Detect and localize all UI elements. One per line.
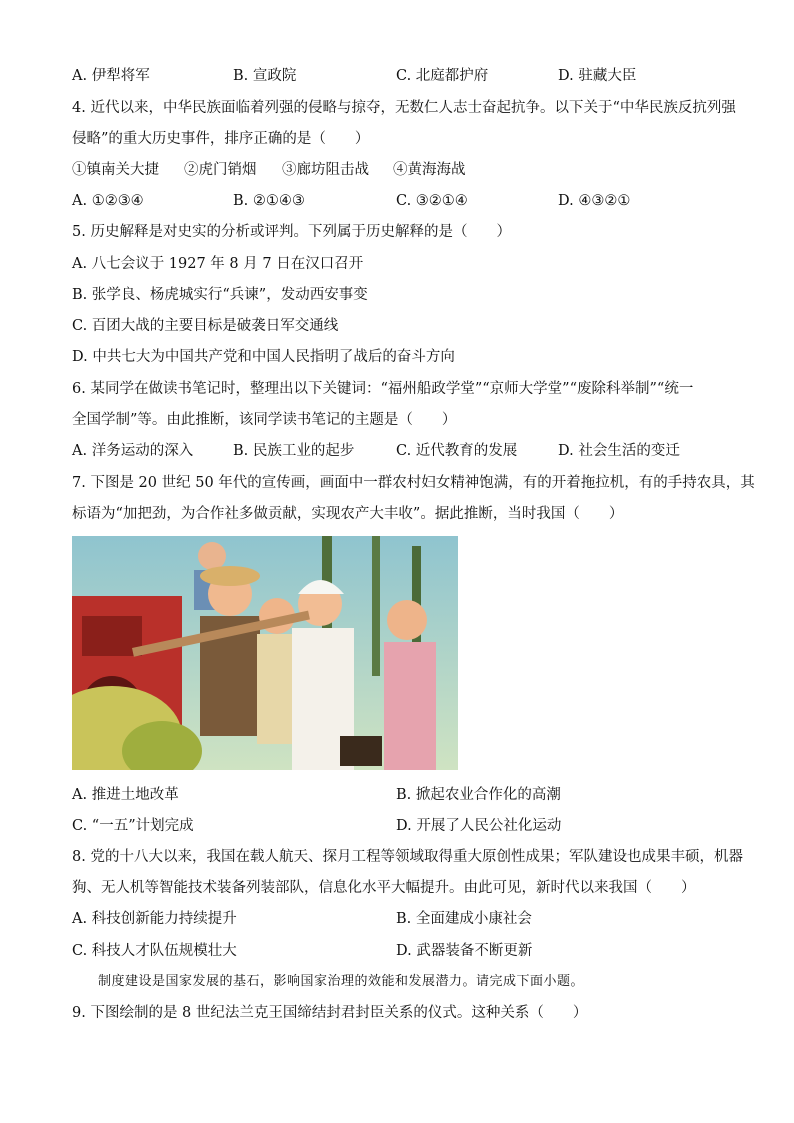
q5-option-c: C. 百团大战的主要目标是破袭日军交通线 (72, 318, 339, 334)
q4-stem-line2: 侵略”的重大历史事件，排序正确的是（ ） (72, 131, 370, 147)
q6-option-c: C. 近代教育的发展 (396, 443, 518, 459)
q6-option-a: A. 洋务运动的深入 (72, 443, 194, 459)
q6-option-d: D. 社会生活的变迁 (558, 443, 680, 459)
q4-item-1: ①镇南关大捷 (72, 162, 159, 178)
q5-option-b: B. 张学良、杨虎城实行“兵谏”，发动西安事变 (72, 287, 368, 303)
q3-option-a: A. 伊犁将军 (72, 68, 150, 84)
q7-stem-line2: 标语为“加把劲，为合作社多做贡献，实现农产大丰收”。据此推断，当时我国（ ） (72, 506, 624, 522)
q3-option-b: B. 宣政院 (233, 68, 297, 84)
q4-option-a: A. ①②③④ (72, 193, 144, 209)
section-intro: 制度建设是国家发展的基石，影响国家治理的效能和发展潜力。请完成下面小题。 (98, 974, 585, 989)
q5-option-a: A. 八七会议于 1927 年 8 月 7 日在汉口召开 (72, 256, 364, 272)
q8-option-a: A. 科技创新能力持续提升 (72, 911, 237, 927)
q4-item-3: ③廊坊阻击战 (282, 162, 369, 178)
q4-option-d: D. ④③②① (558, 193, 631, 209)
q7-option-c: C. “一五”计划完成 (72, 818, 194, 834)
q7-option-a: A. 推进土地改革 (72, 787, 179, 803)
q5-stem: 5. 历史解释是对史实的分析或评判。下列属于历史解释的是（ ） (72, 224, 511, 240)
q7-stem-line1: 7. 下图是 20 世纪 50 年代的宣传画，画面中一群农村妇女精神饱满，有的开着拖拉机，有的手持农具，其 (72, 475, 755, 491)
q8-option-d: D. 武器装备不断更新 (396, 943, 533, 959)
q7-option-d: D. 开展了人民公社化运动 (396, 818, 562, 834)
q7-option-b: B. 掀起农业合作化的高潮 (396, 787, 561, 803)
q4-stem-line1: 4. 近代以来，中华民族面临着列强的侵略与掠夺，无数仁人志士奋起抗争。以下关于“中华民族反抗列强 (72, 100, 736, 116)
q4-option-c: C. ③②①④ (396, 193, 468, 209)
q6-stem-line2: 全国学制”等。由此推断，该同学读书笔记的主题是（ ） (72, 412, 457, 428)
q4-item-4: ④黄海海战 (393, 162, 466, 178)
q8-stem-line2: 狗、无人机等智能技术装备列装部队，信息化水平大幅提升。由此可见，新时代以来我国（ ） (72, 880, 696, 896)
q4-option-b: B. ②①④③ (233, 193, 305, 209)
q8-option-c: C. 科技人才队伍规模壮大 (72, 943, 237, 959)
q6-stem-line1: 6. 某同学在做读书笔记时，整理出以下关键词：“福州船政学堂”“京师大学堂”“废除科举制”“统一 (72, 381, 694, 397)
q6-option-b: B. 民族工业的起步 (233, 443, 355, 459)
q8-option-b: B. 全面建成小康社会 (396, 911, 532, 927)
q3-option-c: C. 北庭都护府 (396, 68, 489, 84)
q4-item-2: ②虎门销烟 (184, 162, 257, 178)
q5-option-d: D. 中共七大为中国共产党和中国人民指明了战后的奋斗方向 (72, 349, 455, 365)
q3-option-d: D. 驻藏大臣 (558, 68, 637, 84)
propaganda-poster-image (72, 536, 458, 770)
q8-stem-line1: 8. 党的十八大以来，我国在载人航天、探月工程等领域取得重大原创性成果；军队建设也成果丰硕，机器 (72, 849, 743, 865)
q9-stem: 9. 下图绘制的是 8 世纪法兰克王国缔结封君封臣关系的仪式。这种关系（ ） (72, 1005, 588, 1021)
